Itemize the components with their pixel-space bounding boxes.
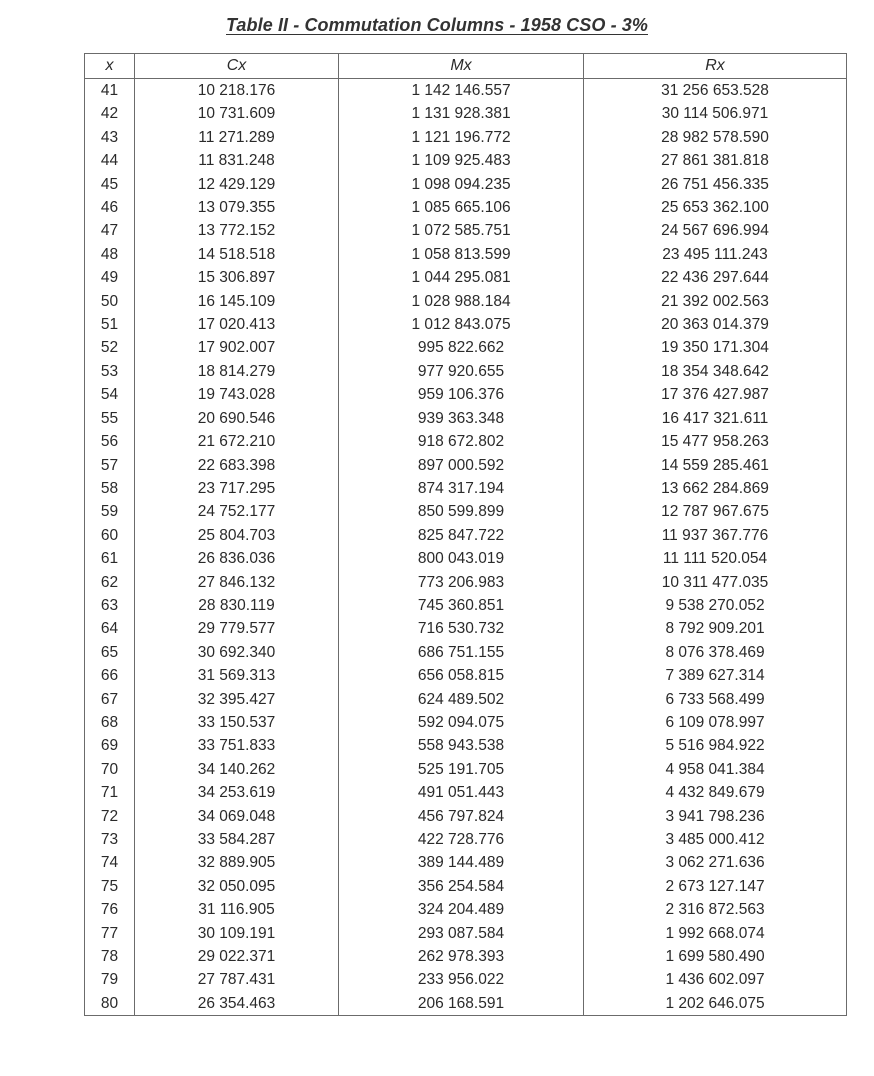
cell-mx: 525 191.705 — [339, 758, 584, 781]
cell-cx: 27 787.431 — [135, 968, 339, 991]
cell-mx: 800 043.019 — [339, 547, 584, 570]
cell-cx: 32 395.427 — [135, 688, 339, 711]
cell-cx: 16 145.109 — [135, 290, 339, 313]
cell-mx: 1 142 146.557 — [339, 79, 584, 103]
table-row — [85, 875, 847, 898]
cell-mx: 324 204.489 — [339, 898, 584, 921]
cell-mx: 558 943.538 — [339, 734, 584, 757]
column-header-cx: Cx — [135, 54, 339, 79]
cell-mx: 825 847.722 — [339, 524, 584, 547]
cell-rx: 17 376 427.987 — [584, 383, 847, 406]
cell-cx: 13 772.152 — [135, 219, 339, 242]
cell-cx: 20 690.546 — [135, 407, 339, 430]
cell-rx: 23 495 111.243 — [584, 243, 847, 266]
cell-mx: 874 317.194 — [339, 477, 584, 500]
commutation-table — [84, 53, 847, 1016]
table-row — [85, 711, 847, 734]
cell-rx: 1 699 580.490 — [584, 945, 847, 968]
cell-rx: 1 992 668.074 — [584, 922, 847, 945]
cell-x: 76 — [85, 898, 135, 921]
table-row — [85, 734, 847, 757]
cell-mx: 293 087.584 — [339, 922, 584, 945]
table-row — [85, 454, 847, 477]
cell-rx: 3 941 798.236 — [584, 805, 847, 828]
cell-rx: 11 111 520.054 — [584, 547, 847, 570]
cell-x: 64 — [85, 617, 135, 640]
cell-rx: 6 109 078.997 — [584, 711, 847, 734]
cell-x: 48 — [85, 243, 135, 266]
table-row — [85, 805, 847, 828]
cell-mx: 456 797.824 — [339, 805, 584, 828]
cell-x: 77 — [85, 922, 135, 945]
cell-x: 49 — [85, 266, 135, 289]
table-row — [85, 266, 847, 289]
cell-rx: 31 256 653.528 — [584, 79, 847, 103]
table-row — [85, 594, 847, 617]
table-row — [85, 196, 847, 219]
cell-mx: 995 822.662 — [339, 336, 584, 359]
cell-mx: 1 058 813.599 — [339, 243, 584, 266]
header-row — [85, 54, 847, 79]
cell-cx: 34 140.262 — [135, 758, 339, 781]
cell-rx: 18 354 348.642 — [584, 360, 847, 383]
cell-rx: 6 733 568.499 — [584, 688, 847, 711]
cell-x: 47 — [85, 219, 135, 242]
cell-x: 80 — [85, 992, 135, 1016]
cell-mx: 206 168.591 — [339, 992, 584, 1016]
cell-cx: 25 804.703 — [135, 524, 339, 547]
cell-x: 57 — [85, 454, 135, 477]
table-row — [85, 290, 847, 313]
table-header — [85, 54, 847, 79]
cell-x: 60 — [85, 524, 135, 547]
table-row — [85, 688, 847, 711]
column-header-mx: Mx — [339, 54, 584, 79]
cell-rx: 22 436 297.644 — [584, 266, 847, 289]
cell-cx: 26 836.036 — [135, 547, 339, 570]
cell-cx: 32 050.095 — [135, 875, 339, 898]
cell-rx: 3 485 000.412 — [584, 828, 847, 851]
cell-x: 52 — [85, 336, 135, 359]
cell-x: 58 — [85, 477, 135, 500]
cell-mx: 1 012 843.075 — [339, 313, 584, 336]
cell-mx: 624 489.502 — [339, 688, 584, 711]
cell-x: 59 — [85, 500, 135, 523]
cell-mx: 773 206.983 — [339, 571, 584, 594]
table-row — [85, 149, 847, 172]
table-row — [85, 851, 847, 874]
cell-cx: 26 354.463 — [135, 992, 339, 1016]
cell-rx: 8 792 909.201 — [584, 617, 847, 640]
cell-x: 78 — [85, 945, 135, 968]
cell-mx: 959 106.376 — [339, 383, 584, 406]
cell-rx: 5 516 984.922 — [584, 734, 847, 757]
table-row — [85, 992, 847, 1016]
cell-x: 50 — [85, 290, 135, 313]
cell-mx: 897 000.592 — [339, 454, 584, 477]
cell-cx: 24 752.177 — [135, 500, 339, 523]
column-header-rx: Rx — [584, 54, 847, 79]
cell-rx: 14 559 285.461 — [584, 454, 847, 477]
cell-cx: 12 429.129 — [135, 173, 339, 196]
cell-rx: 3 062 271.636 — [584, 851, 847, 874]
table-row — [85, 126, 847, 149]
cell-mx: 262 978.393 — [339, 945, 584, 968]
cell-mx: 686 751.155 — [339, 641, 584, 664]
cell-mx: 716 530.732 — [339, 617, 584, 640]
table-row — [85, 547, 847, 570]
cell-cx: 11 271.289 — [135, 126, 339, 149]
table-row — [85, 500, 847, 523]
cell-cx: 10 218.176 — [135, 79, 339, 103]
cell-x: 66 — [85, 664, 135, 687]
cell-mx: 1 028 988.184 — [339, 290, 584, 313]
cell-rx: 24 567 696.994 — [584, 219, 847, 242]
cell-mx: 656 058.815 — [339, 664, 584, 687]
cell-mx: 918 672.802 — [339, 430, 584, 453]
cell-x: 45 — [85, 173, 135, 196]
cell-mx: 1 085 665.106 — [339, 196, 584, 219]
cell-rx: 25 653 362.100 — [584, 196, 847, 219]
cell-rx: 7 389 627.314 — [584, 664, 847, 687]
cell-mx: 389 144.489 — [339, 851, 584, 874]
cell-rx: 20 363 014.379 — [584, 313, 847, 336]
cell-mx: 1 131 928.381 — [339, 102, 584, 125]
cell-cx: 29 022.371 — [135, 945, 339, 968]
table-row — [85, 430, 847, 453]
cell-rx: 2 316 872.563 — [584, 898, 847, 921]
cell-cx: 34 069.048 — [135, 805, 339, 828]
cell-mx: 745 360.851 — [339, 594, 584, 617]
cell-rx: 12 787 967.675 — [584, 500, 847, 523]
cell-x: 71 — [85, 781, 135, 804]
cell-cx: 23 717.295 — [135, 477, 339, 500]
cell-mx: 592 094.075 — [339, 711, 584, 734]
cell-rx: 2 673 127.147 — [584, 875, 847, 898]
cell-rx: 26 751 456.335 — [584, 173, 847, 196]
table-row — [85, 524, 847, 547]
cell-x: 54 — [85, 383, 135, 406]
cell-cx: 17 902.007 — [135, 336, 339, 359]
table-body — [85, 79, 847, 1016]
cell-cx: 30 692.340 — [135, 641, 339, 664]
table-row — [85, 571, 847, 594]
table-row — [85, 758, 847, 781]
table-row — [85, 968, 847, 991]
cell-cx: 13 079.355 — [135, 196, 339, 219]
cell-mx: 977 920.655 — [339, 360, 584, 383]
table-row — [85, 173, 847, 196]
table-row — [85, 828, 847, 851]
table-row — [85, 781, 847, 804]
cell-rx: 1 436 602.097 — [584, 968, 847, 991]
table-row — [85, 617, 847, 640]
cell-cx: 31 569.313 — [135, 664, 339, 687]
table-row — [85, 102, 847, 125]
cell-x: 44 — [85, 149, 135, 172]
cell-mx: 356 254.584 — [339, 875, 584, 898]
cell-rx: 16 417 321.611 — [584, 407, 847, 430]
cell-x: 65 — [85, 641, 135, 664]
cell-x: 73 — [85, 828, 135, 851]
table-row — [85, 336, 847, 359]
cell-x: 74 — [85, 851, 135, 874]
table-row — [85, 243, 847, 266]
cell-cx: 31 116.905 — [135, 898, 339, 921]
cell-x: 61 — [85, 547, 135, 570]
cell-x: 63 — [85, 594, 135, 617]
table-row — [85, 79, 847, 103]
table-row — [85, 641, 847, 664]
table-row — [85, 407, 847, 430]
cell-x: 41 — [85, 79, 135, 103]
cell-rx: 8 076 378.469 — [584, 641, 847, 664]
cell-cx: 19 743.028 — [135, 383, 339, 406]
cell-cx: 28 830.119 — [135, 594, 339, 617]
cell-cx: 34 253.619 — [135, 781, 339, 804]
cell-rx: 28 982 578.590 — [584, 126, 847, 149]
cell-rx: 4 432 849.679 — [584, 781, 847, 804]
cell-x: 67 — [85, 688, 135, 711]
cell-mx: 939 363.348 — [339, 407, 584, 430]
cell-rx: 15 477 958.263 — [584, 430, 847, 453]
cell-x: 68 — [85, 711, 135, 734]
cell-mx: 1 109 925.483 — [339, 149, 584, 172]
cell-rx: 10 311 477.035 — [584, 571, 847, 594]
table-row — [85, 664, 847, 687]
cell-mx: 1 098 094.235 — [339, 173, 584, 196]
cell-rx: 21 392 002.563 — [584, 290, 847, 313]
cell-mx: 1 121 196.772 — [339, 126, 584, 149]
cell-cx: 30 109.191 — [135, 922, 339, 945]
table-row — [85, 313, 847, 336]
cell-x: 69 — [85, 734, 135, 757]
cell-x: 53 — [85, 360, 135, 383]
cell-cx: 27 846.132 — [135, 571, 339, 594]
cell-x: 62 — [85, 571, 135, 594]
cell-mx: 1 072 585.751 — [339, 219, 584, 242]
column-header-x: x — [85, 54, 135, 79]
cell-rx: 4 958 041.384 — [584, 758, 847, 781]
cell-x: 42 — [85, 102, 135, 125]
cell-rx: 30 114 506.971 — [584, 102, 847, 125]
cell-cx: 29 779.577 — [135, 617, 339, 640]
cell-x: 55 — [85, 407, 135, 430]
cell-cx: 33 584.287 — [135, 828, 339, 851]
cell-rx: 9 538 270.052 — [584, 594, 847, 617]
table-row — [85, 945, 847, 968]
cell-x: 43 — [85, 126, 135, 149]
cell-mx: 850 599.899 — [339, 500, 584, 523]
cell-x: 75 — [85, 875, 135, 898]
cell-mx: 233 956.022 — [339, 968, 584, 991]
cell-x: 72 — [85, 805, 135, 828]
cell-rx: 11 937 367.776 — [584, 524, 847, 547]
cell-cx: 32 889.905 — [135, 851, 339, 874]
cell-cx: 33 751.833 — [135, 734, 339, 757]
cell-cx: 17 020.413 — [135, 313, 339, 336]
table-row — [85, 360, 847, 383]
cell-rx: 27 861 381.818 — [584, 149, 847, 172]
cell-rx: 1 202 646.075 — [584, 992, 847, 1016]
cell-cx: 14 518.518 — [135, 243, 339, 266]
table-title: Table II - Commutation Columns - 1958 CSO - 3% — [226, 15, 648, 35]
cell-cx: 10 731.609 — [135, 102, 339, 125]
cell-mx: 1 044 295.081 — [339, 266, 584, 289]
cell-cx: 11 831.248 — [135, 149, 339, 172]
cell-mx: 422 728.776 — [339, 828, 584, 851]
table-row — [85, 922, 847, 945]
cell-x: 79 — [85, 968, 135, 991]
table-row — [85, 219, 847, 242]
table-row — [85, 898, 847, 921]
cell-cx: 15 306.897 — [135, 266, 339, 289]
cell-cx: 22 683.398 — [135, 454, 339, 477]
cell-cx: 18 814.279 — [135, 360, 339, 383]
cell-x: 56 — [85, 430, 135, 453]
cell-x: 46 — [85, 196, 135, 219]
cell-x: 51 — [85, 313, 135, 336]
cell-cx: 33 150.537 — [135, 711, 339, 734]
table-row — [85, 477, 847, 500]
cell-mx: 491 051.443 — [339, 781, 584, 804]
cell-rx: 19 350 171.304 — [584, 336, 847, 359]
cell-x: 70 — [85, 758, 135, 781]
cell-cx: 21 672.210 — [135, 430, 339, 453]
table-row — [85, 383, 847, 406]
cell-rx: 13 662 284.869 — [584, 477, 847, 500]
